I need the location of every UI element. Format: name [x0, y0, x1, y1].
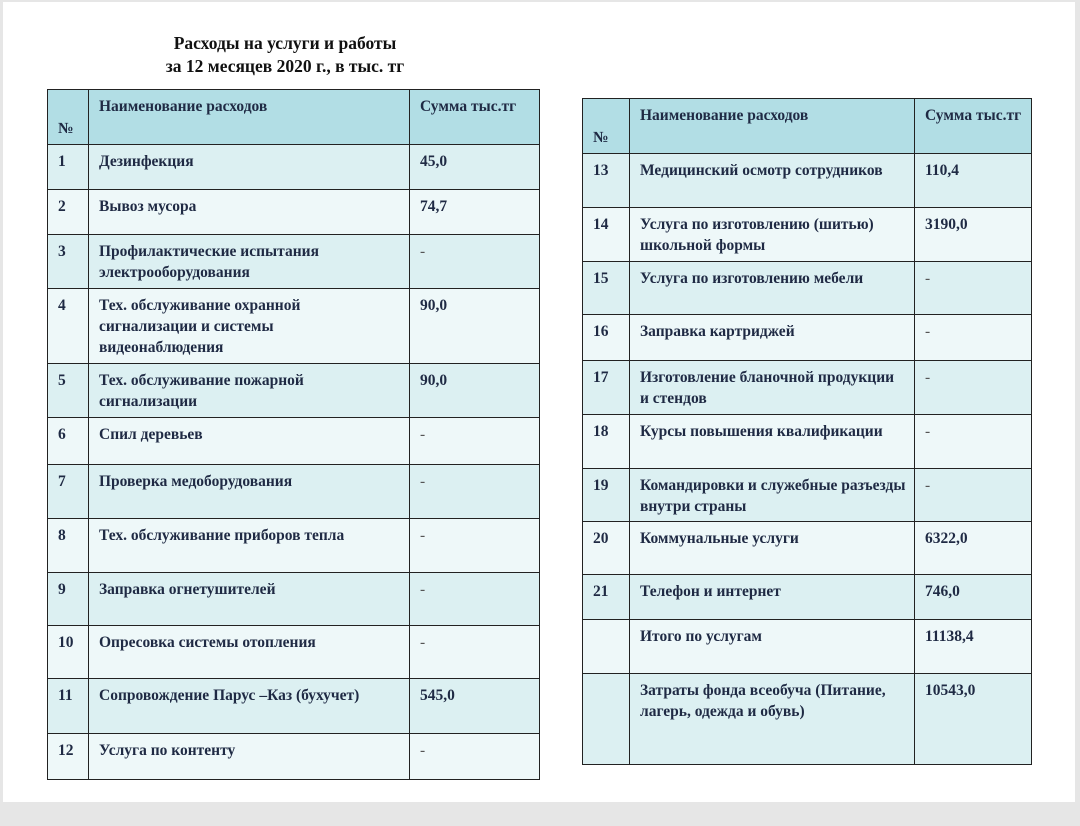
- header-name: Наименование расходов: [89, 90, 410, 145]
- table-row: [48, 235, 540, 289]
- row-expense-name: Услуга по изготовлению (шитью) школьной формы: [630, 208, 915, 262]
- row-expense-name: Изготовление бланочной продукции и стендов: [630, 361, 915, 415]
- row-number: 20: [583, 522, 630, 575]
- row-number: 12: [48, 734, 89, 780]
- row-number: 11: [48, 679, 89, 734]
- table-row: [48, 573, 540, 626]
- table-header-row: [48, 90, 540, 145]
- row-expense-name: Тех. обслуживание охранной сигнализации и системы видеонаблюдения: [89, 289, 410, 364]
- row-number: 3: [48, 235, 89, 289]
- row-expense-name: Заправка огнетушителей: [89, 573, 410, 626]
- row-number: 10: [48, 626, 89, 679]
- row-amount: 746,0: [915, 575, 1032, 620]
- table-row: [48, 679, 540, 734]
- row-expense-name: Медицинский осмотр сотрудников: [630, 154, 915, 208]
- row-number: 2: [48, 190, 89, 235]
- header-sum: Сумма тыс.тг: [410, 90, 540, 145]
- table-row: [583, 620, 1032, 674]
- row-expense-name: Телефон и интернет: [630, 575, 915, 620]
- table-row: [48, 465, 540, 519]
- header-num: №: [583, 99, 630, 154]
- row-number: 17: [583, 361, 630, 415]
- row-amount: -: [915, 415, 1032, 469]
- document-title: [143, 32, 427, 78]
- row-number: 7: [48, 465, 89, 519]
- row-number: 16: [583, 315, 630, 361]
- row-expense-name: Проверка медоборудования: [89, 465, 410, 519]
- row-number: [583, 674, 630, 765]
- title-line-2: за 12 месяцев 2020 г., в тыс. тг: [165, 56, 405, 76]
- row-number: 1: [48, 145, 89, 190]
- row-number: 6: [48, 418, 89, 465]
- row-number: 21: [583, 575, 630, 620]
- header-sum: Сумма тыс.тг: [915, 99, 1032, 154]
- row-number: [583, 620, 630, 674]
- row-amount: -: [915, 361, 1032, 415]
- header-num: №: [48, 90, 89, 145]
- table-row: [583, 315, 1032, 361]
- row-amount: 6322,0: [915, 522, 1032, 575]
- row-expense-name: Вывоз мусора: [89, 190, 410, 235]
- row-expense-name: Сопровождение Парус –Каз (бухучет): [89, 679, 410, 734]
- row-expense-name: Курсы повышения квалификации: [630, 415, 915, 469]
- row-amount: 11138,4: [915, 620, 1032, 674]
- row-amount: -: [410, 626, 540, 679]
- row-expense-name: Заправка картриджей: [630, 315, 915, 361]
- table-row: [48, 364, 540, 418]
- row-number: 18: [583, 415, 630, 469]
- table-row: [583, 361, 1032, 415]
- row-number: 14: [583, 208, 630, 262]
- row-expense-name: Тех. обслуживание пожарной сигнализации: [89, 364, 410, 418]
- row-amount: 110,4: [915, 154, 1032, 208]
- row-expense-name: Услуга по контенту: [89, 734, 410, 780]
- row-amount: 10543,0: [915, 674, 1032, 765]
- row-amount: -: [410, 465, 540, 519]
- table-row: [583, 674, 1032, 765]
- row-amount: -: [915, 315, 1032, 361]
- table-row: [583, 208, 1032, 262]
- row-number: 19: [583, 469, 630, 522]
- row-expense-name: Командировки и служебные разъезды внутри страны: [630, 469, 915, 522]
- table-row: [583, 575, 1032, 620]
- table-row: [48, 289, 540, 364]
- row-number: 15: [583, 262, 630, 315]
- row-amount: -: [410, 235, 540, 289]
- table-row: [48, 145, 540, 190]
- expenses-table-left: [47, 89, 540, 780]
- row-amount: -: [410, 734, 540, 780]
- row-amount: 3190,0: [915, 208, 1032, 262]
- row-amount: 545,0: [410, 679, 540, 734]
- table-row: [48, 734, 540, 780]
- expenses-table-right: [582, 98, 1032, 765]
- row-amount: -: [410, 418, 540, 465]
- row-amount: -: [410, 519, 540, 573]
- table-row: [583, 262, 1032, 315]
- header-name: Наименование расходов: [630, 99, 915, 154]
- row-expense-name: Коммунальные услуги: [630, 522, 915, 575]
- title-line-1: Расходы на услуги и работы: [173, 33, 397, 53]
- row-expense-name: Затраты фонда всеобуча (Питание, лагерь, одежда и обувь): [630, 674, 915, 765]
- row-number: 8: [48, 519, 89, 573]
- row-amount: 90,0: [410, 289, 540, 364]
- table-row: [48, 519, 540, 573]
- table-row: [583, 469, 1032, 522]
- row-number: 9: [48, 573, 89, 626]
- row-amount: 90,0: [410, 364, 540, 418]
- row-expense-name: Опресовка системы отопления: [89, 626, 410, 679]
- row-expense-name: Спил деревьев: [89, 418, 410, 465]
- row-amount: 45,0: [410, 145, 540, 190]
- row-number: 13: [583, 154, 630, 208]
- table-header-row: [583, 99, 1032, 154]
- row-expense-name: Итого по услугам: [630, 620, 915, 674]
- row-amount: -: [915, 262, 1032, 315]
- table-row: [48, 418, 540, 465]
- row-amount: 74,7: [410, 190, 540, 235]
- row-expense-name: Дезинфекция: [89, 145, 410, 190]
- row-expense-name: Профилактические испытания электрооборудования: [89, 235, 410, 289]
- table-row: [48, 626, 540, 679]
- row-expense-name: Тех. обслуживание приборов тепла: [89, 519, 410, 573]
- row-number: 5: [48, 364, 89, 418]
- table-row: [48, 190, 540, 235]
- table-row: [583, 415, 1032, 469]
- table-row: [583, 154, 1032, 208]
- row-expense-name: Услуга по изготовлению мебели: [630, 262, 915, 315]
- row-amount: -: [410, 573, 540, 626]
- row-amount: -: [915, 469, 1032, 522]
- row-number: 4: [48, 289, 89, 364]
- table-row: [583, 522, 1032, 575]
